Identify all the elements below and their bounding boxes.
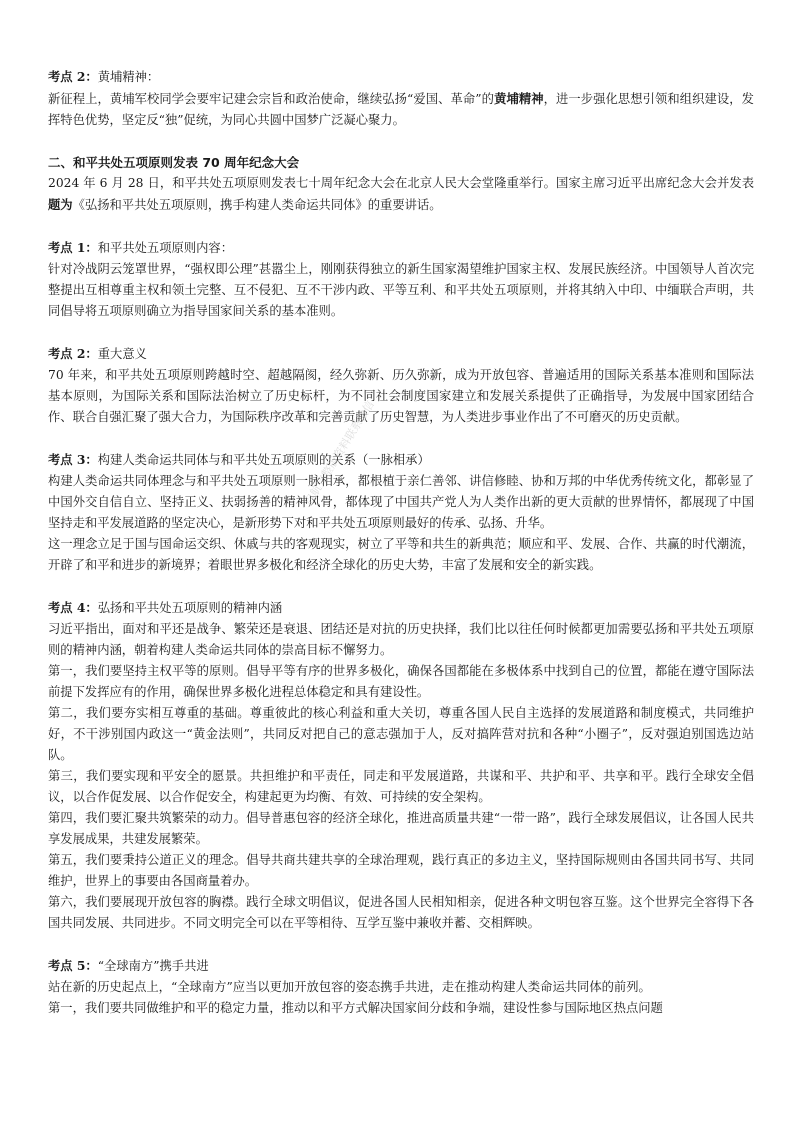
kp-label: 考点 5： — [48, 958, 98, 973]
kp5-heading — [48, 955, 754, 977]
kp-title: 重大意义 — [97, 347, 147, 361]
section-2-intro — [48, 173, 754, 216]
paragraph-text: ，进一步强化思想引领和组织建设，发挥特色优势，坚定反“独”促统，为同心共圆中国梦广泛凝心聚力。 — [48, 92, 754, 127]
bold-term: 题为 — [48, 197, 73, 212]
kp-title: 黄埔精神： — [97, 70, 160, 84]
kp4-heading — [48, 597, 754, 619]
kp3-heading — [48, 449, 754, 471]
kp2-paragraph: 70 年来，和平共处五项原则跨越时空、超越隔阂，经久弥新、历久弥新，成为开放包容、普遍适用的国际关系基本准则和国际法基本原则，为国际关系和国际法治树立了历史标杆，为不同社会制度国家建立和发展关系提供了正确指导，为发展中国家团结合作、联合自强汇聚了强大合力，为国际秩序改革和完善贡献了历史智慧，为人类进步事业作出了不可磨灭的历史贡献。 — [48, 368, 754, 424]
kp2-heading — [48, 343, 754, 365]
kp5-paragraph-2: 第一，我们要共同做维护和平的稳定力量，推动以和平方式解决国家间分歧和争端，建设性参与国际地区热点问题 — [48, 1001, 663, 1015]
kp-title: “全球南方”携手共进 — [97, 959, 209, 973]
kp4-point-4: 第四，我们要汇聚共筑繁荣的动力。倡导普惠包容的经济全球化，推进高质量共建“一带一路”，践行全球发展倡议，让各国人民共享发展成果，共建发展繁荣。 — [48, 811, 754, 846]
kp-title: 和平共处五项原则内容： — [97, 241, 234, 255]
section-2-title: 二、和平共处五项原则发表 70 周年纪念大会 — [48, 155, 300, 170]
kp-title: 构建人类命运共同体与和平共处五项原则的关系（一脉相承） — [97, 453, 430, 467]
bold-term: 黄埔精神 — [494, 91, 544, 106]
paragraph-text: 2024 年 6 月 28 日，和平共处五项原则发表七十周年纪念大会在北京人民大会堂隆重举行。国家主席习近平出席纪念大会并发表 — [48, 176, 754, 190]
kp-label: 考点 1： — [48, 240, 98, 255]
kp1-heading — [48, 237, 754, 259]
kp4-point-6: 第六，我们要展现开放包容的胸襟。践行全球文明倡议，促进各国人民相知相亲，促进各种文明包容互鉴。这个世界完全容得下各国共同发展、共同进步。不同文明完全可以在平等相待、互学互鉴中兼收并蓄、交相辉映。 — [48, 895, 754, 930]
watermark: 启航完整版资料联系微信 — [301, 398, 377, 508]
kp-title: 弘扬和平共处五项原则的精神内涵 — [97, 601, 283, 615]
kp4-point-5: 第五，我们要秉持公道正义的理念。倡导共商共建共享的全球治理观，践行真正的多边主义，坚持国际规则由各国共同书写、共同维护，世界上的事要由各国商量着办。 — [48, 853, 754, 888]
sec1-kp2-paragraph — [48, 88, 754, 131]
paragraph-text: 《弘扬和平共处五项原则，携手构建人类命运共同体》的重要讲话。 — [72, 198, 442, 212]
document-page — [48, 66, 754, 1019]
paragraph-text: 新征程上，黄埔军校同学会要牢记建会宗旨和政治使命，继续弘扬“爱国、革命”的 — [48, 92, 495, 106]
kp1-paragraph: 针对冷战阴云笼罩世界，“强权即公理”甚嚣尘上，刚刚获得独立的新生国家渴望维护国家主权、发展民族经济。中国领导人首次完整提出互相尊重主权和领土完整、互不侵犯、互不干涉内政、平等互利、和平共处五项原则，并将其纳入中印、中缅联合声明，共同倡导将五项原则确立为指导国家间关系的基本准则。 — [48, 262, 754, 318]
kp-label: 考点 3： — [48, 452, 98, 467]
kp-label: 考点 4： — [48, 600, 98, 615]
kp4-intro: 习近平指出，面对和平还是战争、繁荣还是衰退、团结还是对抗的历史抉择，我们比以往任何时候都更加需要弘扬和平共处五项原则的精神内涵，朝着构建人类命运共同体的崇高目标不懈努力。 — [48, 622, 754, 657]
kp3-paragraph-1: 构建人类命运共同体理念与和平共处五项原则一脉相承，都根植于亲仁善邻、讲信修睦、协和万邦的中华优秀传统文化，都彰显了中国外交自信自立、坚持正义、扶弱扬善的精神风骨，都体现了中国共产党人为人类作出新的更大贡献的世界情怀，都展现了中国坚持走和平发展道路的坚定决心，是新形势下对和平共处五项原则最好的传承、弘扬、升华。 — [48, 474, 754, 530]
kp4-point-3: 第三，我们要实现和平安全的愿景。共担维护和平责任，同走和平发展道路，共谋和平、共护和平、共享和平。践行全球安全倡议，以合作促发展、以合作促安全，构建起更为均衡、有效、可持续的安全架构。 — [48, 769, 754, 804]
kp3-paragraph-2: 这一理念立足于国与国命运交织、休戚与共的客观现实，树立了平等和共生的新典范；顺应和平、发展、合作、共赢的时代潮流，开辟了和平和进步的新境界；着眼世界多极化和经济全球化的历史大势，丰富了发展和安全的新实践。 — [48, 537, 754, 572]
kp-label: 考点 2： — [48, 346, 98, 361]
sec1-kp2-heading — [48, 66, 754, 88]
kp5-paragraph-1: 站在新的历史起点上，“全球南方”应当以更加开放包容的姿态携手共进，走在推动构建人类命运共同体的前列。 — [48, 980, 651, 994]
kp-label: 考点 2： — [48, 69, 98, 84]
kp4-point-1: 第一，我们要坚持主权平等的原则。倡导平等有序的世界多极化，确保各国都能在多极体系中找到自己的位置，都能在遵守国际法前提下发挥应有的作用，确保世界多极化进程总体稳定和具有建设性。 — [48, 664, 754, 699]
kp4-point-2: 第二，我们要夯实相互尊重的基础。尊重彼此的核心利益和重大关切，尊重各国人民自主选择的发展道路和制度模式，共同维护好，不干涉别国内政这一“黄金法则”，共同反对把自己的意志强加于人，反对搞阵营对抗和各种“小圈子”，反对强迫别国选边站队。 — [48, 706, 754, 762]
